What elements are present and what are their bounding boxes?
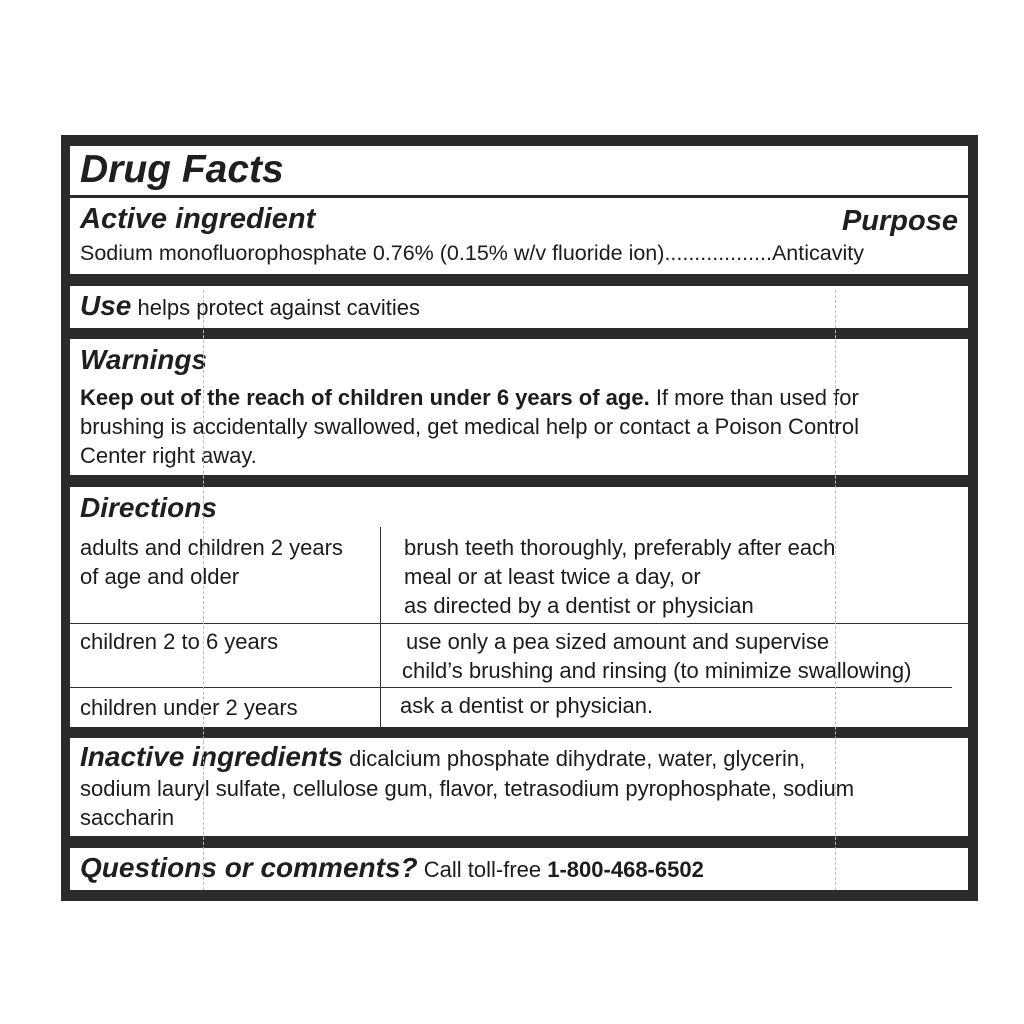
directions-row-1-what-2: meal or at least twice a day, or — [404, 564, 701, 589]
purpose-heading: Purpose — [841, 205, 958, 237]
drug-facts-title: Drug Facts — [80, 148, 284, 191]
directions-row-2-what-2: child’s brushing and rinsing (to minimize swallowing) — [402, 658, 912, 683]
inactive-line-2: sodium lauryl sulfate, cellulose gum, flavor, tetrasodium pyrophosphate, sodium — [80, 776, 855, 801]
warnings-line-1 — [80, 383, 859, 412]
directions-row-1-what-1: brush teeth thoroughly, preferably after each — [404, 535, 836, 560]
directions-row-3-what-1: ask a dentist or physician. — [400, 693, 654, 718]
perforation-line — [203, 290, 204, 890]
active-ingredient-heading: Active ingredient — [80, 203, 316, 235]
questions-heading: Questions or comments? — [80, 852, 418, 883]
warnings-line-3: Center right away. — [80, 443, 257, 468]
use-section — [70, 286, 968, 328]
perforation-line — [835, 290, 836, 890]
dot-leader: .................. — [664, 241, 772, 265]
active-ingredient-name: Sodium monofluorophosphate 0.76% (0.15% w/v fluoride ion) — [80, 241, 665, 265]
use-text: helps protect against cavities — [137, 295, 420, 320]
inactive-ingredients-heading: Inactive ingredients — [80, 741, 343, 772]
warnings-bold-text: Keep out of the reach of children under 6 years of age. — [80, 385, 650, 410]
directions-row-divider — [70, 623, 968, 624]
directions-row-1-what-3: as directed by a dentist or physician — [404, 593, 754, 618]
use-line — [80, 291, 420, 322]
questions-text: Call toll-free — [423, 857, 542, 882]
inactive-ingredients-section — [70, 738, 968, 836]
directions-row-1-who-2: of age and older — [80, 564, 240, 589]
directions-row-2-who-1: children 2 to 6 years — [80, 629, 279, 654]
questions-section — [70, 848, 968, 890]
inactive-line-1 — [80, 742, 805, 773]
purpose-value: Anticavity — [771, 241, 864, 265]
warnings-line-1-rest: If more than used for — [655, 385, 859, 410]
use-heading: Use — [80, 290, 132, 321]
drug-facts-header-section — [70, 146, 968, 274]
warnings-section — [70, 339, 968, 475]
warnings-heading: Warnings — [80, 344, 208, 375]
phone-number: 1-800-468-6502 — [547, 857, 704, 882]
directions-heading: Directions — [80, 492, 217, 523]
directions-section — [70, 487, 968, 727]
directions-row-1-who-1: adults and children 2 years — [80, 535, 343, 560]
directions-column-divider — [380, 527, 381, 727]
inactive-line-3: saccharin — [80, 805, 175, 830]
directions-row-3-who-1: children under 2 years — [80, 695, 298, 720]
warnings-line-2: brushing is accidentally swallowed, get medical help or contact a Poison Control — [80, 414, 859, 439]
questions-line — [80, 853, 704, 884]
directions-row-2-what-1: use only a pea sized amount and supervise — [406, 629, 830, 654]
active-ingredient-line — [80, 239, 864, 268]
inactive-line-1-text: dicalcium phosphate dihydrate, water, glycerin, — [349, 746, 806, 771]
title-divider — [70, 195, 968, 198]
